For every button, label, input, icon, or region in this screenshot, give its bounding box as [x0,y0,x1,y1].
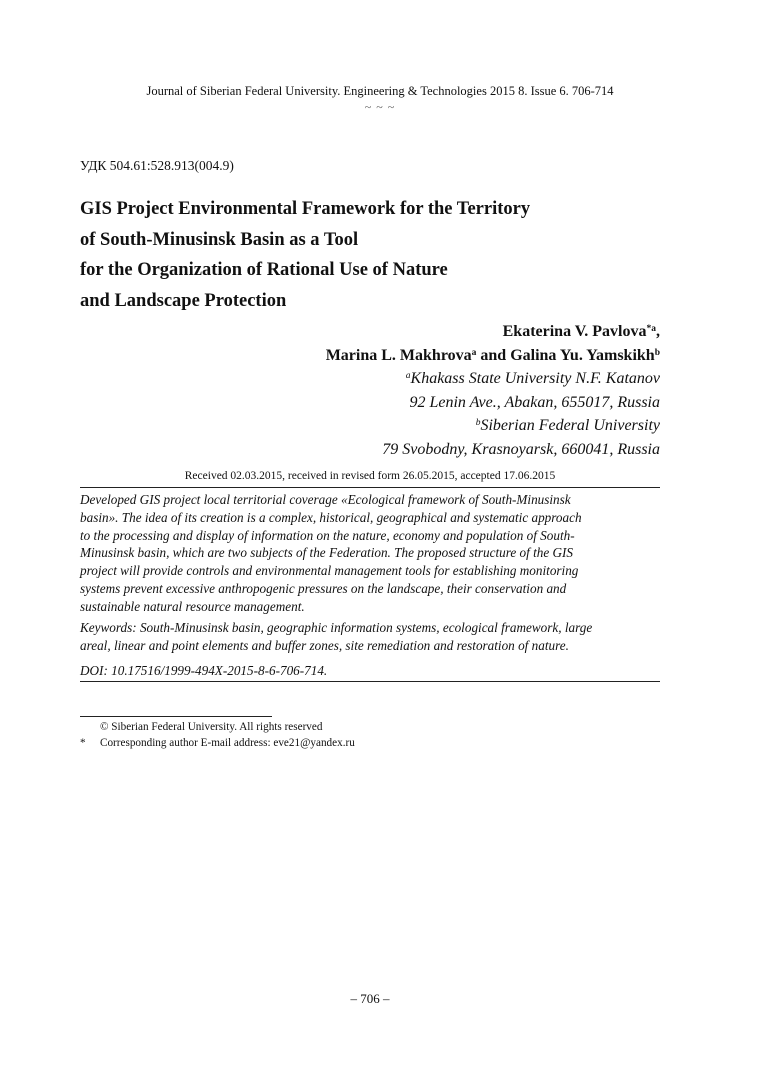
author-name: Ekaterina V. Pavlova [502,323,647,340]
received-dates: Received 02.03.2015, received in revised form 26.05.2015, accepted 17.06.2015 [184,470,556,482]
author-name: Marina L. Makhrova [325,346,472,364]
header-ornament: ~ ~ ~ [364,100,396,114]
footnote-text: © Siberian Federal University. All rights reserved [100,721,323,733]
footnote-rule [80,716,272,717]
abstract [80,491,660,616]
title-line: GIS Project Environmental Framework for the Territory [80,199,531,219]
doi: DOI: 10.17516/1999-494X-2015-8-6-706-714. [80,663,328,678]
affiliation-text: Khakass State University N.F. Katanov [410,370,660,387]
keywords [80,619,660,655]
abstract-line: to the processing and display of information on the nature, economy and population of South- [80,527,575,543]
author-line-2 [326,344,660,368]
author-superscript: a [471,347,477,358]
divider-top [80,487,660,488]
page-number: – 706 – [350,991,390,1006]
abstract-line: project will provide controls and environmental management tools for establishing monitoring [80,563,579,579]
affiliation-text: Siberian Federal University [480,417,660,434]
affiliation-superscript: a [405,371,411,381]
udk-code: УДК 504.61:528.913(004.9) [80,158,234,173]
author-superscript: *a [646,324,656,334]
footnote-copyright [80,720,322,735]
footnote-star: * [80,737,86,749]
abstract-line: systems prevent excessive anthropogenic pressures on the landscape, their conservation and [80,580,567,596]
affiliation-b-address: 79 Svobodny, Krasnoyarsk, 660041, Russia [382,440,660,458]
author-block [326,320,660,461]
title-line: of South-Minusinsk Basin as a Tool [80,229,359,250]
divider-bottom [80,681,660,682]
title-line: and Landscape Protection [80,290,287,311]
affiliation-a-name [326,367,660,391]
footnote-corresponding [80,736,355,751]
author-line-1 [326,320,660,344]
keywords-line: areal, linear and point elements and buffer zones, site remediation and restoration of nature. [80,637,569,653]
author-separator: , [656,323,660,340]
author-name: and Galina Yu. Yamskikh [476,346,655,364]
keywords-line: Keywords: South-Minusinsk basin, geographic information systems, ecological framework, large [80,620,593,635]
abstract-line: basin». The idea of its creation is a complex, historical, geographical and systematic approach [80,509,582,525]
journal-header: Journal of Siberian Federal University. Engineering & Technologies 2015 8. Issue 6. 706-714 [146,84,614,98]
author-superscript: b [654,347,660,358]
abstract-line: Minusinsk basin, which are two subjects of the Federation. The proposed structure of the GIS [80,545,574,561]
article-title [80,194,660,316]
abstract-line: sustainable natural resource management. [80,598,305,614]
footnote-text: Corresponding author E-mail address: eve21@yandex.ru [100,737,355,749]
abstract-line: Developed GIS project local territorial coverage «Ecological framework of South-Minusinsk [80,492,571,507]
affiliation-superscript: b [475,418,481,428]
affiliation-b-name [326,414,660,438]
title-line: for the Organization of Rational Use of Nature [80,260,448,280]
affiliation-a-address: 92 Lenin Ave., Abakan, 655017, Russia [409,393,660,411]
